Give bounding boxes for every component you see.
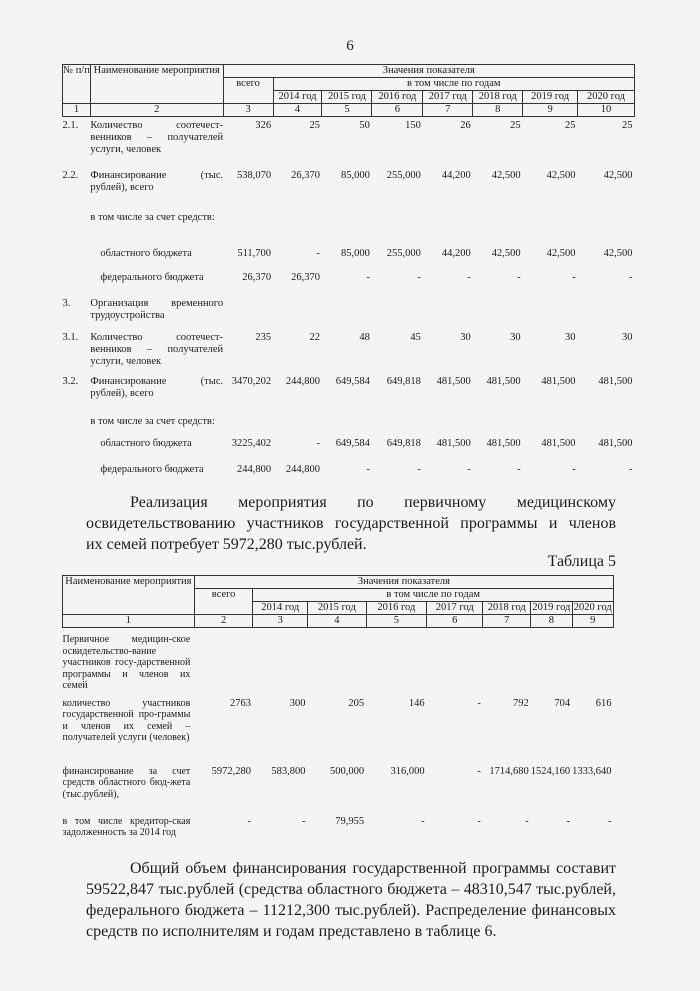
row-number [63,209,91,245]
row-name: количество участников государственной про-граммы и членов их семей – получателей услуги (человек) [62,697,191,744]
table-row [63,413,635,435]
cell-value: - [316,247,320,259]
cell-value: 48 [359,331,370,343]
column-number: 3 [223,104,273,117]
row-name: Первичное медицин-ское освидетельство-вание участников госу-дарственной программы и членов их семей [62,634,191,692]
column-number: 9 [523,104,578,117]
cell-value [322,209,372,245]
cell-value [473,413,523,435]
paragraph-line: их семей потребует 5972,280 тыс.рублей. [86,536,367,553]
col-header-year: 2014 год [273,91,322,104]
cell-value: 26,370 [291,271,320,283]
table-caption: Таблица 5 [547,553,616,570]
cell-value: 1524,160 [530,765,571,777]
col-header-year: 2019 год [532,602,571,614]
cell-value: 44,200 [441,169,471,181]
col-header-number: № п/п [63,65,91,104]
cell-value: 1333,640 [572,765,612,777]
col-header-year: 2015 год [322,91,372,104]
cell-value: 25 [565,120,576,132]
page-number: 6 [346,38,354,54]
row-name: в том числе за счет средств: [90,415,215,427]
row-name: Финансирование (тыс. рублей), всего [90,375,224,399]
table-row [63,628,614,692]
cell-value: - [572,463,576,475]
col-header-year: 2016 год [366,602,426,615]
cell-value: 616 [595,697,612,709]
cell-value: 26,370 [242,271,272,283]
row-name: областного бюджета [100,247,192,259]
cell-value [223,295,273,329]
cell-value: - [629,271,633,283]
table-row [63,435,635,461]
col-header-name: Наименование мероприятия [63,576,195,615]
cell-value [578,209,635,245]
col-header-year: 2018 год [473,91,523,104]
column-number: 5 [366,615,426,628]
column-number: 7 [483,615,531,628]
table-row [63,245,635,269]
row-number: 3. [62,297,71,309]
cell-value: 326 [255,120,272,132]
cell-value [423,295,473,329]
cell-value [273,413,322,435]
cell-value: 481,500 [486,375,521,387]
cell-value: 1714,680 [489,765,529,777]
col-header-name: Наименование мероприятия [90,65,223,104]
cell-value [273,209,322,245]
cell-value: 481,500 [436,437,471,449]
cell-value: - [572,271,576,283]
cell-value: 42,500 [603,169,633,181]
col-header-total: всего [223,78,273,104]
cell-value [273,295,322,329]
row-number: 2.2. [62,169,79,181]
cell-value [322,413,372,435]
cell-value [308,628,367,692]
cell-value: 50 [359,120,370,132]
row-number [63,269,91,295]
col-header-year: 2018 год [483,602,531,615]
cell-value: 30 [622,331,633,343]
row-number: 2.1. [62,120,79,132]
program-indicators-table [62,64,635,483]
cell-value: 481,500 [486,437,521,449]
table-row [63,373,635,413]
column-number: 2 [194,615,253,628]
cell-value: 42,500 [491,247,521,259]
cell-value: 42,500 [546,247,576,259]
cell-value: 146 [408,697,425,709]
cell-value: 30 [460,331,471,343]
table-row [63,117,635,167]
col-header-year: 2020 год [573,602,612,614]
cell-value [372,413,423,435]
cell-value: 45 [410,331,421,343]
row-name: в том числе за счет средств: [90,211,215,223]
table-row [63,810,614,844]
row-name: финансирование за счет средств областного бюд-жета (тыс.рублей), [62,765,191,800]
column-number: 3 [253,615,308,628]
cell-value [427,628,483,692]
paragraph-line: освидетельствованию участников государственной программы и членов [86,515,616,532]
row-number [63,413,91,435]
cell-value [572,628,613,692]
cell-value: 2763 [229,697,251,709]
cell-value: 792 [512,697,529,709]
cell-value [473,295,523,329]
cell-value [372,295,423,329]
cell-value: 25 [510,120,521,132]
cell-value: - [566,815,571,827]
cell-value: 511,700 [237,247,272,259]
table1-body [63,117,635,483]
cell-value: 244,800 [285,463,320,475]
col-header-year: 2015 год [308,602,367,615]
paragraph-line: 59522,847 тыс.рублей (средства областного бюджета – 48310,547 тыс.рублей, [86,881,616,898]
cell-value: 3225,402 [231,437,272,449]
cell-value: 300 [289,697,306,709]
row-number [63,245,91,269]
cell-value: 481,500 [541,375,576,387]
row-name: Финансирование (тыс. рублей), всего [90,169,224,193]
cell-value: 481,500 [598,437,633,449]
cell-value: 538,070 [236,169,272,181]
cell-value: 42,500 [491,169,521,181]
column-number: 8 [473,104,523,117]
cell-value [253,628,308,692]
cell-value: 649,584 [335,437,370,449]
cell-value: 704 [554,697,571,709]
cell-value [578,295,635,329]
paragraph-total-financing [86,858,616,942]
row-number: 3.1. [62,331,79,343]
col-header-values: Значения показателя [194,576,613,589]
paragraph-line: Общий объем финансирования государственной программы составит [130,860,616,877]
cell-value: 5972,280 [211,765,251,777]
row-name: федерального бюджета [100,463,204,475]
row-name: областного бюджета [100,437,192,449]
col-header-year: 2016 год [372,91,423,104]
column-number: 2 [90,104,223,117]
cell-value: - [467,463,471,475]
cell-value: 500,000 [329,765,365,777]
cell-value: - [366,463,370,475]
col-header-year: 2014 год [253,602,308,615]
column-number: 9 [572,615,613,628]
cell-value [194,628,253,692]
cell-value: 481,500 [436,375,471,387]
cell-value [322,295,372,329]
cell-value: - [467,271,471,283]
column-number: 5 [322,104,372,117]
column-number: 10 [578,104,635,117]
cell-value: 481,500 [598,375,633,387]
cell-value: - [525,815,529,827]
paragraph-line: федерального бюджета – 11212,300 тыс.рублей). Распределение финансовых [86,902,616,919]
row-name: Организация временного трудоустройства [90,297,224,321]
cell-value [523,295,578,329]
col-header-year: 2017 год [427,602,483,615]
cell-value [523,413,578,435]
table-row [63,209,635,245]
cell-value: - [477,815,481,827]
table-row [63,269,635,295]
row-name: в том числе кредитор-ская задолженность за 2014 год [62,815,191,839]
cell-value [483,628,531,692]
cell-value [423,413,473,435]
cell-value: 25 [309,120,320,132]
cell-value: 244,800 [236,463,272,475]
paragraph-line: Реализация мероприятия по первичному медицинскому [130,494,616,511]
cell-value [473,209,523,245]
col-header-total: всего [194,589,253,615]
cell-value [523,209,578,245]
paragraph-line: средств по исполнителям и годам представлено в таблице 6. [86,923,497,940]
cell-value: 255,000 [386,169,421,181]
row-name: Количество соотечест-венников – получателей услуги, человек [90,120,224,156]
paragraph-medical-exam [86,492,616,555]
cell-value: 30 [565,331,576,343]
cell-value: 150 [405,120,421,132]
table-row [63,167,635,209]
cell-value: 316,000 [390,765,425,777]
column-number: 4 [308,615,367,628]
table-row [63,329,635,373]
cell-value: 79,955 [335,815,365,827]
col-header-by-years: в том числе по годам [273,78,634,91]
cell-value: - [417,271,421,283]
cell-value: - [477,697,481,709]
column-number: 1 [63,615,195,628]
cell-value: - [629,463,633,475]
cell-value: 583,800 [271,765,306,777]
table-row [63,461,635,483]
cell-value: 26 [460,120,471,132]
column-number: 1 [63,104,91,117]
cell-value: 649,818 [386,375,421,387]
column-number: 6 [372,104,423,117]
row-name: Количество соотечест-венников – получателей услуги, человек [90,331,224,367]
column-number: 7 [423,104,473,117]
cell-value: - [477,765,481,777]
cell-value: - [366,271,370,283]
cell-value: 42,500 [546,169,576,181]
cell-value: 649,818 [386,437,421,449]
cell-value: - [421,815,425,827]
cell-value: 85,000 [341,169,370,181]
cell-value: - [247,815,251,827]
cell-value: - [517,463,521,475]
row-name: федерального бюджета [100,271,204,283]
column-number: 8 [531,615,572,628]
cell-value: 205 [348,697,365,709]
cell-value: - [608,815,612,827]
col-header-values: Значения показателя [223,65,634,78]
cell-value [366,628,426,692]
cell-value: - [517,271,521,283]
col-header-by-years: в том числе по годам [253,589,614,602]
row-number [63,461,91,483]
cell-value: 85,000 [341,247,370,259]
col-header-year: 2019 год [523,91,578,104]
column-number: 4 [273,104,322,117]
table-row [63,760,614,810]
cell-value [223,209,273,245]
row-number: 3.2. [62,375,79,387]
cell-value [223,413,273,435]
cell-value [372,209,423,245]
cell-value [578,413,635,435]
cell-value: 3470,202 [231,375,272,387]
cell-value: 255,000 [386,247,421,259]
cell-value: 25 [622,120,633,132]
table-row [63,692,614,760]
cell-value [531,628,572,692]
cell-value: 235 [255,331,272,343]
cell-value: 481,500 [541,437,576,449]
cell-value: - [302,815,306,827]
cell-value: 44,200 [441,247,471,259]
cell-value [423,209,473,245]
table-row [63,295,635,329]
table5-body [63,628,614,844]
col-header-year: 2020 год [578,91,635,104]
cell-value: 42,500 [603,247,633,259]
medical-exam-table [62,575,614,844]
row-number [63,435,91,461]
cell-value: - [316,437,320,449]
cell-value: 30 [510,331,521,343]
cell-value: 649,584 [335,375,370,387]
cell-value: 22 [309,331,320,343]
column-number: 6 [427,615,483,628]
cell-value: - [417,463,421,475]
cell-value: 244,800 [285,375,320,387]
col-header-year: 2017 год [423,91,473,104]
cell-value: 26,370 [291,169,320,181]
